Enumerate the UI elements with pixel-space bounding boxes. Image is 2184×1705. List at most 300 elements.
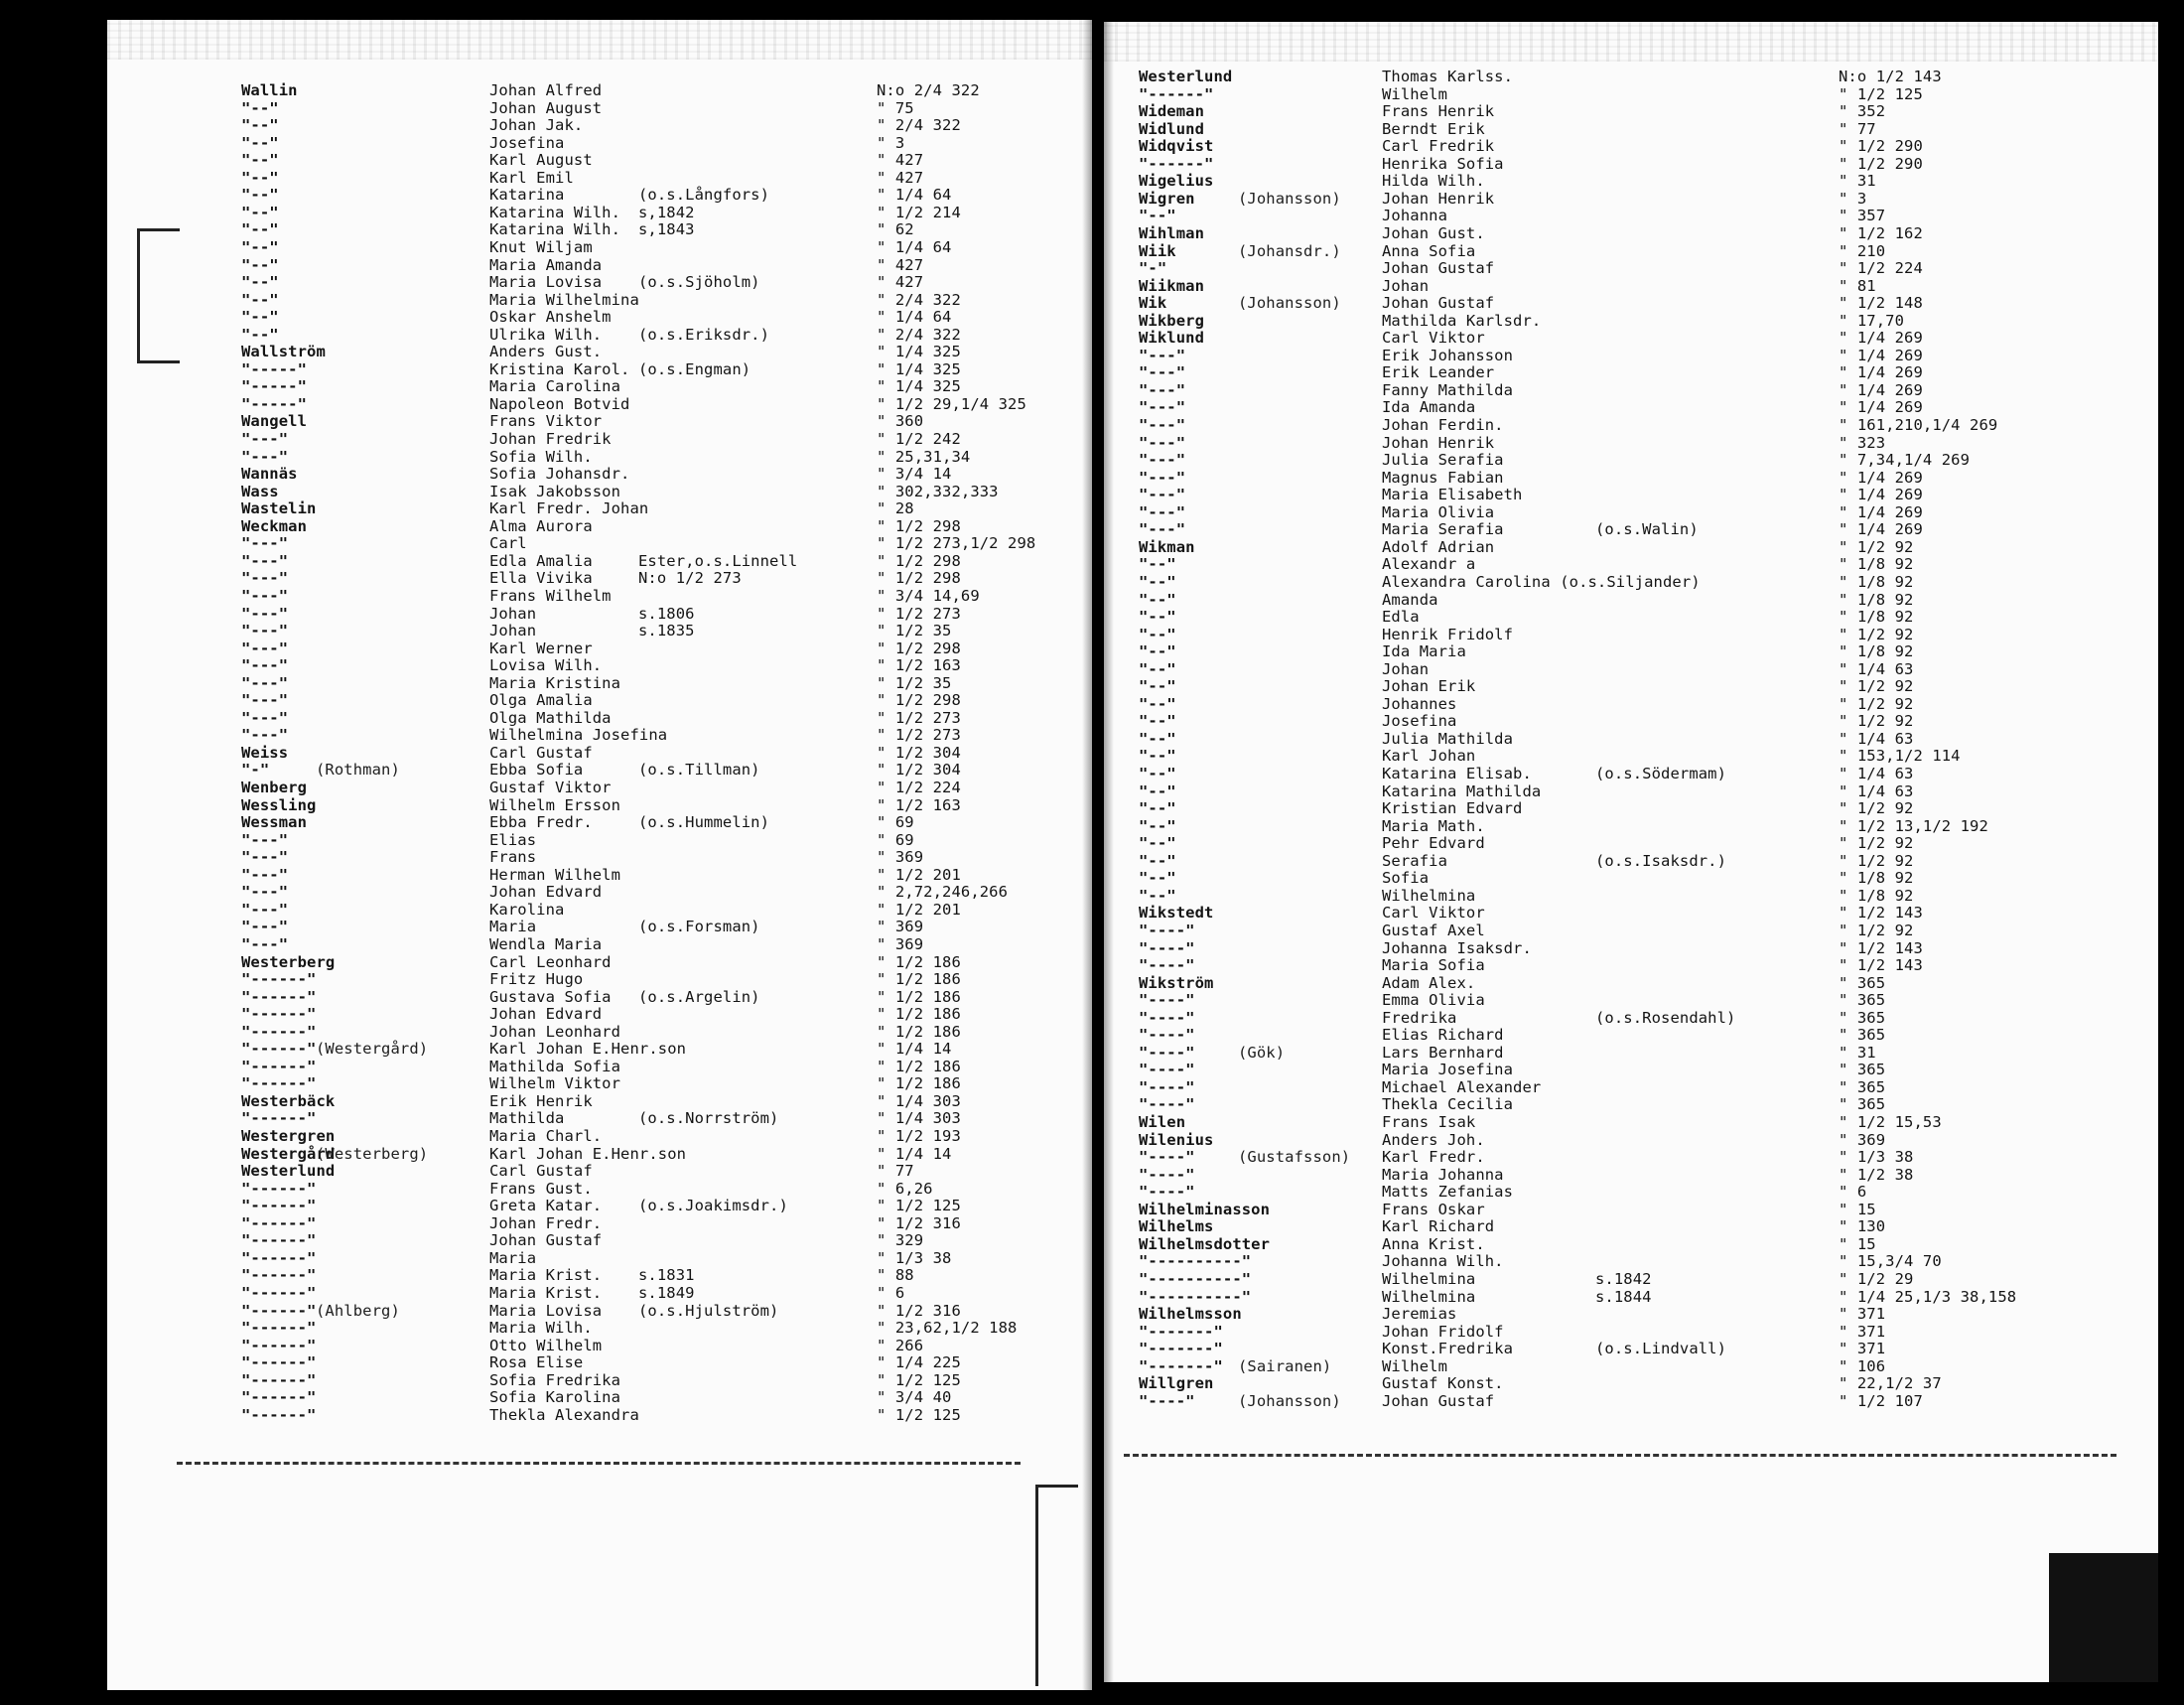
- entry-surname: "---": [1139, 433, 1186, 452]
- entry-surname: Wass: [241, 482, 279, 500]
- index-entry-row: [1104, 363, 2158, 381]
- entry-reference: " 1/2 201: [877, 900, 961, 919]
- index-entry-row: [107, 761, 1092, 779]
- entry-given-name: Maria Elisabeth: [1382, 486, 1523, 504]
- entry-reference: " 1/8 92: [1839, 572, 1914, 591]
- index-entry-row: [1104, 1252, 2158, 1270]
- entry-alias: (Gök): [1238, 1043, 1286, 1062]
- entry-remark: (o.s.Engman): [638, 359, 751, 378]
- entry-given-name: Henrika Sofia: [1382, 154, 1504, 173]
- entry-given-name: Sofia Karolina: [489, 1388, 621, 1407]
- entry-reference: " 1/4 14: [877, 1144, 952, 1163]
- index-entry-row: [107, 326, 1092, 344]
- entry-given-name: Johan Edvard: [489, 1005, 603, 1024]
- entry-given-name: Maria Krist.: [489, 1283, 603, 1302]
- index-entry-row: [107, 360, 1092, 378]
- index-entry-row: [107, 238, 1092, 256]
- entry-surname: "---": [241, 604, 289, 623]
- entry-surname: Wenberg: [241, 779, 308, 796]
- entry-reference: " 365: [1839, 1061, 1886, 1079]
- entry-surname: "----": [1139, 938, 1195, 957]
- index-entry-row: [1104, 730, 2158, 748]
- index-entry-row: [107, 1058, 1092, 1075]
- entry-reference: " 1/2 298: [877, 691, 961, 710]
- entry-surname: Wikstedt: [1139, 904, 1214, 923]
- entry-given-name: Johan Gust.: [1382, 223, 1485, 242]
- entry-surname: "------": [241, 1336, 317, 1354]
- entry-given-name: Karl Werner: [489, 639, 593, 657]
- entry-reference: " 1/2 186: [877, 952, 961, 971]
- entry-surname: "--": [1139, 555, 1176, 574]
- index-entry-row: [107, 116, 1092, 134]
- index-entry-row: [107, 726, 1092, 744]
- index-entry-row: [107, 709, 1092, 727]
- index-entry-row: [107, 1214, 1092, 1232]
- entry-reference: " 427: [877, 168, 924, 187]
- entry-given-name: Katarina: [489, 186, 565, 205]
- entry-reference: " 1/2 125: [877, 1370, 961, 1389]
- entry-surname: "--": [1139, 851, 1176, 870]
- entry-surname: "--": [1139, 799, 1176, 818]
- index-entry-row: [1104, 503, 2158, 521]
- entry-given-name: Maria Johanna: [1382, 1165, 1504, 1184]
- index-entry-row: [107, 1319, 1092, 1337]
- entry-reference: " 1/2 273: [877, 708, 961, 727]
- index-entry-row: [1104, 956, 2158, 974]
- entry-surname: "------": [1139, 154, 1214, 173]
- entry-reference: " 1/2 92: [1839, 921, 1914, 939]
- entry-given-name: Henrik Fridolf: [1382, 625, 1514, 643]
- entry-reference: " 69: [877, 830, 914, 849]
- entry-reference: " 369: [1839, 1130, 1886, 1149]
- entry-surname: Widlund: [1139, 119, 1205, 138]
- entry-surname: Wihlman: [1139, 223, 1205, 242]
- entry-given-name: Maria Kristina: [489, 673, 621, 692]
- entry-given-name: Maria Krist.: [489, 1266, 603, 1285]
- entry-surname: "--": [241, 151, 279, 170]
- entry-surname: "------": [241, 1179, 317, 1198]
- entry-given-name: Frans Isak: [1382, 1113, 1476, 1131]
- entry-reference: " 1/2 186: [877, 1074, 961, 1093]
- entry-given-name: Frans: [489, 848, 537, 867]
- entry-given-name: Katarina Elisab.: [1382, 765, 1532, 782]
- index-entry-row: [107, 1249, 1092, 1267]
- entry-given-name: Karl Johan: [1382, 747, 1476, 766]
- entry-reference: " 365: [1839, 1008, 1886, 1027]
- entry-given-name: Johanna: [1382, 207, 1448, 225]
- entry-given-name: Lars Bernhard: [1382, 1043, 1504, 1062]
- entry-given-name: Thomas Karlss.: [1382, 68, 1514, 85]
- index-entry-row: [1104, 1166, 2158, 1184]
- index-entry-row: [107, 220, 1092, 238]
- entry-given-name: Johanna Wilh.: [1382, 1252, 1504, 1271]
- index-entry-row: [1104, 1078, 2158, 1096]
- entry-reference: " 1/2 298: [877, 569, 961, 588]
- entry-surname: "----------": [1139, 1252, 1252, 1271]
- entry-surname: "------": [241, 1022, 317, 1041]
- entry-given-name: Kristina Karol.: [489, 359, 630, 378]
- entry-given-name: Wilhelm Ersson: [489, 795, 621, 814]
- index-entry-row: [107, 430, 1092, 448]
- entry-reference: " 77: [877, 1162, 914, 1181]
- entry-given-name: Johan Gustaf: [489, 1231, 603, 1250]
- entry-surname: "--": [1139, 886, 1176, 905]
- entry-surname: "---": [241, 639, 289, 657]
- index-entry-row: [107, 465, 1092, 483]
- entry-reference: " 1/2 290: [1839, 137, 1923, 156]
- page-fold-shadow: [1104, 22, 1114, 1682]
- entry-reference: " 3: [1839, 189, 1867, 208]
- index-entry-row: [1104, 642, 2158, 660]
- entry-reference: " 1/2 92: [1839, 677, 1914, 696]
- index-entry-row: [1104, 1061, 2158, 1078]
- entry-reference: " 1/4 325: [877, 343, 961, 361]
- entry-given-name: Jeremias: [1382, 1305, 1457, 1324]
- entry-reference: " 1/4 303: [877, 1091, 961, 1110]
- index-entry-row: [107, 256, 1092, 274]
- index-entry-row: [1104, 259, 2158, 277]
- entry-surname: "---": [241, 934, 289, 953]
- entry-reference: " 1/3 38: [877, 1248, 952, 1267]
- index-entry-row: [107, 1005, 1092, 1023]
- entry-reference: " 1/8 92: [1839, 869, 1914, 888]
- entry-given-name: Frans Viktor: [489, 412, 603, 431]
- entry-reference: " 77: [1839, 119, 1876, 138]
- index-entry-row: [1104, 1323, 2158, 1341]
- entry-reference: " 1/4 269: [1839, 346, 1923, 364]
- entry-surname: "------": [1139, 84, 1214, 103]
- index-entry-row: [1104, 190, 2158, 208]
- index-entry-row: [1104, 312, 2158, 330]
- entry-reference: " 365: [1839, 1026, 1886, 1045]
- entry-surname: "------": [241, 1109, 317, 1128]
- entry-reference: " 1/2 273,1/2 298: [877, 534, 1036, 553]
- entry-reference: " 1/4 269: [1839, 468, 1923, 487]
- index-entry-row: [1104, 712, 2158, 730]
- entry-surname: "---": [241, 848, 289, 867]
- entry-reference: " 1/2 193: [877, 1127, 961, 1145]
- index-entry-row: [1104, 1201, 2158, 1218]
- entry-reference: " 1/2 214: [877, 203, 961, 221]
- entry-remark: s.1831: [638, 1266, 695, 1285]
- entry-remark: s,1843: [638, 220, 695, 239]
- entry-reference: " 427: [877, 151, 924, 170]
- entry-reference: " 427: [877, 255, 924, 274]
- entry-given-name: Gustaf Konst.: [1382, 1374, 1504, 1393]
- entry-surname: Westergren: [241, 1127, 336, 1145]
- entry-remark: Ester,o.s.Linnell: [638, 551, 798, 570]
- entry-given-name: Lovisa Wilh.: [489, 656, 603, 675]
- entry-surname: "----": [1139, 1008, 1195, 1027]
- entry-reference: " 1/2 15,53: [1839, 1113, 1942, 1131]
- entry-remark: (o.s.Hjulström): [638, 1301, 779, 1320]
- entry-given-name: Sofia Fredrika: [489, 1370, 621, 1389]
- entry-surname: Wiklund: [1139, 329, 1205, 348]
- entry-given-name: Frans Oskar: [1382, 1200, 1485, 1218]
- entry-given-name: Johan: [489, 604, 537, 623]
- entry-reference: " 1/2 92: [1839, 799, 1914, 818]
- entry-given-name: Maria Sofia: [1382, 956, 1485, 975]
- entry-surname: "---": [1139, 486, 1186, 504]
- entry-surname: "---": [241, 883, 289, 902]
- entry-remark: (o.s.Joakimsdr.): [638, 1197, 788, 1215]
- entry-surname: "---": [1139, 398, 1186, 417]
- entry-surname: Wilhelmsson: [1139, 1305, 1242, 1324]
- entry-reference: " 1/8 92: [1839, 590, 1914, 609]
- index-entry-row: [1104, 782, 2158, 800]
- entry-reference: " 1/2 125: [1839, 84, 1923, 103]
- entry-reference: " 357: [1839, 207, 1886, 225]
- entry-reference: " 1/2 92: [1839, 537, 1914, 556]
- entry-reference: " 1/2 143: [1839, 938, 1923, 957]
- index-entry-row: [1104, 1113, 2158, 1131]
- paper-texture: [1104, 22, 2158, 62]
- entry-given-name: Anna Krist.: [1382, 1234, 1485, 1253]
- entry-given-name: Rosa Elise: [489, 1353, 584, 1372]
- entry-given-name: Sofia Wilh.: [489, 447, 593, 466]
- entry-reference: " 2/4 322: [877, 290, 961, 309]
- entry-reference: " 1/2 35: [877, 622, 952, 640]
- index-entry-row: [107, 935, 1092, 953]
- entry-surname: Westerberg: [241, 952, 336, 971]
- entry-reference: " 302,332,333: [877, 482, 999, 500]
- index-entry-row: [1104, 974, 2158, 992]
- entry-surname: "-": [241, 761, 270, 780]
- index-entry-row: [107, 291, 1092, 309]
- entry-surname: "----------": [1139, 1269, 1252, 1288]
- entry-alias: (Gustafsson): [1238, 1148, 1351, 1167]
- entry-given-name: Katarina Wilh.: [489, 220, 621, 239]
- index-entry-row: [1104, 1288, 2158, 1306]
- entry-surname: "----": [1139, 956, 1195, 975]
- index-entry-row: [1104, 626, 2158, 643]
- entry-reference: " 62: [877, 220, 914, 239]
- entry-reference: " 1/2 38: [1839, 1165, 1914, 1184]
- entry-remark: (o.s.Eriksdr.): [638, 325, 770, 344]
- index-entry-row: [1104, 765, 2158, 782]
- entry-surname: "--": [1139, 765, 1176, 782]
- entry-reference: " 1/4 269: [1839, 329, 1923, 348]
- entry-given-name: Julia Serafia: [1382, 451, 1504, 470]
- entry-surname: "----": [1139, 991, 1195, 1010]
- entry-given-name: Karl Fredr. Johan: [489, 499, 649, 518]
- index-entry-row: [1104, 1340, 2158, 1357]
- entry-given-name: Otto Wilhelm: [489, 1336, 603, 1354]
- index-entry-row: [107, 1353, 1092, 1371]
- entry-reference: " 1/2 304: [877, 743, 961, 762]
- entry-reference: " 31: [1839, 172, 1876, 191]
- entry-given-name: Fritz Hugo: [489, 970, 584, 989]
- entry-given-name: Knut Wiljam: [489, 237, 593, 256]
- entry-given-name: Olga Amalia: [489, 691, 593, 710]
- entry-surname: "------": [241, 1197, 317, 1215]
- entry-given-name: Wilhelm Viktor: [489, 1074, 621, 1093]
- entry-given-name: Josefina: [1382, 712, 1457, 731]
- paper-texture: [107, 20, 1092, 60]
- entry-reference: " 15: [1839, 1200, 1876, 1218]
- entry-reference: " 3: [877, 133, 905, 152]
- entry-given-name: Adolf Adrian: [1382, 537, 1495, 556]
- entry-surname: "---": [241, 708, 289, 727]
- entry-reference: N:o 1/2 143: [1839, 68, 1942, 85]
- entry-remark: (o.s.Södermam): [1595, 765, 1727, 782]
- entry-surname: Westerlund: [241, 1162, 336, 1181]
- index-entry-row: [107, 1284, 1092, 1302]
- entry-reference: " 427: [877, 273, 924, 292]
- entry-surname: Westerbäck: [241, 1091, 336, 1110]
- entry-surname: "--": [241, 220, 279, 239]
- entry-given-name: Frans Henrik: [1382, 102, 1495, 121]
- entry-surname: "------": [241, 1370, 317, 1389]
- binding-mark: [1035, 1485, 1078, 1686]
- entry-surname: "---": [1139, 451, 1186, 470]
- entry-surname: "-": [1139, 259, 1167, 278]
- entry-given-name: Mathilda Sofia: [489, 1057, 621, 1075]
- entry-remark: (o.s.Hummelin): [638, 813, 770, 832]
- entry-surname: "--": [1139, 729, 1176, 748]
- entry-surname: "--": [1139, 572, 1176, 591]
- entry-remark: N:o 1/2 273: [638, 569, 742, 588]
- index-entry-row: [107, 622, 1092, 639]
- entry-remark: s.1806: [638, 604, 695, 623]
- entry-given-name: Frans Gust.: [489, 1179, 593, 1198]
- index-entry-row: [107, 534, 1092, 552]
- entry-surname: "----": [1139, 1043, 1195, 1062]
- entry-given-name: Johan: [489, 622, 537, 640]
- entry-reference: " 1/4 14: [877, 1040, 952, 1059]
- entry-reference: " 161,210,1/4 269: [1839, 416, 1998, 434]
- entry-given-name: Olga Mathilda: [489, 708, 612, 727]
- entry-given-name: Maria Lovisa: [489, 273, 603, 292]
- entry-alias: (Johansson): [1238, 294, 1341, 313]
- index-entry-row: [1104, 172, 2158, 190]
- entry-reference: " 1/2 125: [877, 1197, 961, 1215]
- entry-alias: (Johansson): [1238, 1391, 1341, 1410]
- entry-surname: "----": [1139, 1095, 1195, 1114]
- entry-surname: Wilenius: [1139, 1130, 1214, 1149]
- index-entry-row: [107, 639, 1092, 657]
- entry-given-name: Alma Aurora: [489, 516, 593, 535]
- entry-reference: " 130: [1839, 1217, 1886, 1236]
- entry-given-name: Johan Fridolf: [1382, 1322, 1504, 1341]
- entry-reference: " 2/4 322: [877, 325, 961, 344]
- index-entry-row: [1104, 660, 2158, 678]
- index-entry-row: [107, 691, 1092, 709]
- index-entry-row: [107, 813, 1092, 831]
- entry-reference: " 1/2 92: [1839, 834, 1914, 853]
- index-entry-row: [1104, 1392, 2158, 1410]
- entry-given-name: Johan Gustaf: [1382, 1391, 1495, 1410]
- entry-reference: " 329: [877, 1231, 924, 1250]
- entry-given-name: Michael Alexander: [1382, 1077, 1542, 1096]
- index-entry-row: [1104, 991, 2158, 1009]
- index-entry-row: [1104, 277, 2158, 295]
- entry-remark: s.1842: [1595, 1269, 1652, 1288]
- index-entry-row: [1104, 747, 2158, 765]
- entry-reference: " 7,34,1/4 269: [1839, 451, 1971, 470]
- index-entry-row: [107, 866, 1092, 884]
- entry-surname: "------": [241, 1319, 317, 1338]
- index-entry-row: [107, 1231, 1092, 1249]
- entry-given-name: Hilda Wilh.: [1382, 172, 1485, 191]
- entry-reference: " 1/4 269: [1839, 520, 1923, 539]
- entry-surname: "---": [241, 430, 289, 448]
- index-entry-row: [1104, 68, 2158, 85]
- entry-remark: s.1849: [638, 1283, 695, 1302]
- entry-remark: s.1835: [638, 622, 695, 640]
- index-entry-row: [1104, 329, 2158, 347]
- entry-surname: "------": [241, 1248, 317, 1267]
- entry-given-name: Johan Edvard: [489, 883, 603, 902]
- entry-reference: " 1/4 63: [1839, 729, 1914, 748]
- index-entry-row: [1104, 1183, 2158, 1201]
- entry-surname: "---": [241, 622, 289, 640]
- entry-reference: " 1/2 298: [877, 516, 961, 535]
- entry-given-name: Alexandr a: [1382, 555, 1476, 574]
- entry-given-name: Edla Amalia: [489, 551, 593, 570]
- entry-surname: "---": [241, 673, 289, 692]
- entry-reference: " 1/4 63: [1839, 781, 1914, 800]
- index-entry-row: [107, 883, 1092, 901]
- index-entry-row: [1104, 887, 2158, 905]
- entry-surname: "--": [1139, 869, 1176, 888]
- entry-surname: "------": [241, 987, 317, 1006]
- entry-surname: "--": [1139, 747, 1176, 766]
- index-entry-row: [1104, 904, 2158, 922]
- entry-surname: "---": [241, 569, 289, 588]
- entry-surname: Wigelius: [1139, 172, 1214, 191]
- entry-given-name: Johanna Isaksdr.: [1382, 938, 1532, 957]
- entry-surname: "----": [1139, 1061, 1195, 1079]
- entry-reference: " 371: [1839, 1305, 1886, 1324]
- entry-reference: " 1/8 92: [1839, 608, 1914, 627]
- entry-given-name: Karl Emil: [489, 168, 574, 187]
- entry-remark: (o.s.Långfors): [638, 186, 770, 205]
- index-entry-row: [1104, 381, 2158, 399]
- index-entry-row: [107, 1162, 1092, 1180]
- entry-reference: " 1/2 143: [1839, 904, 1923, 923]
- entry-alias: (Westerberg): [316, 1144, 429, 1163]
- index-entry-row: [1104, 1009, 2158, 1027]
- entry-given-name: Pehr Edvard: [1382, 834, 1485, 853]
- index-entry-row: [107, 918, 1092, 935]
- index-entry-row: [107, 395, 1092, 413]
- index-entry-row: [107, 1074, 1092, 1092]
- index-entry-row: [107, 796, 1092, 814]
- entry-reference: " 1/2 290: [1839, 154, 1923, 173]
- entry-surname: "--": [241, 308, 279, 327]
- index-entry-row: [107, 1023, 1092, 1041]
- entry-remark: (o.s.Rosendahl): [1595, 1008, 1736, 1027]
- entry-given-name: Isak Jakobsson: [489, 482, 621, 500]
- entry-given-name: Carl Viktor: [1382, 904, 1485, 923]
- entry-reference: " 1/4 269: [1839, 398, 1923, 417]
- index-entry-row: [1104, 852, 2158, 870]
- entry-given-name: Erik Leander: [1382, 363, 1495, 382]
- entry-reference: " 1/2 298: [877, 551, 961, 570]
- entry-reference: " 352: [1839, 102, 1886, 121]
- entry-remark: s.1844: [1595, 1287, 1652, 1306]
- index-entry-row: [1104, 469, 2158, 487]
- entry-reference: " 1/8 92: [1839, 886, 1914, 905]
- entry-given-name: Maria Wilh.: [489, 1319, 593, 1338]
- index-entry-row: [107, 412, 1092, 430]
- entry-surname: "--": [241, 237, 279, 256]
- index-entry-row: [107, 377, 1092, 395]
- index-entry-row: [1104, 1270, 2158, 1288]
- index-entry-row: [1104, 137, 2158, 155]
- entry-reference: " 153,1/2 114: [1839, 747, 1961, 766]
